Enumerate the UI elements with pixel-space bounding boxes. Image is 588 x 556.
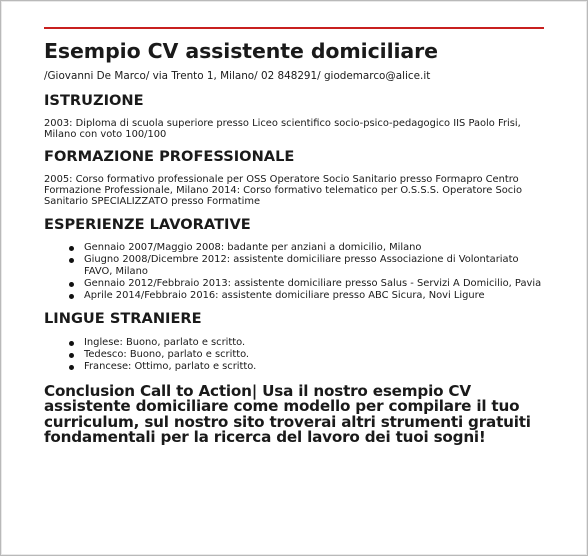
- experience-list: [44, 242, 544, 301]
- list-item: Francese: Ottimo, parlato e scritto.: [84, 361, 544, 373]
- call-to-action: [44, 381, 544, 447]
- list-item: Aprile 2014/Febbraio 2016: assistente domiciliare presso ABC Sicura, Novi Ligure: [84, 290, 544, 302]
- section-istruzione: [44, 92, 544, 141]
- accent-divider: [44, 27, 544, 29]
- cv-title: Esempio CV assistente domiciliare: [44, 39, 438, 63]
- section-text: 2005: Corso formativo professionale per OSS Operatore Socio Sanitario presso Formapro Centro Formazione Professionale, Milano 2014: Corso formativo telematico per O.S.S.S. Operatore Socio Sanitario SPECIALIZZATO presso Formatime: [44, 173, 522, 208]
- list-item: Gennaio 2012/Febbraio 2013: assistente domiciliare presso Salus - Servizi A Domicilio, Pavia: [84, 278, 544, 290]
- cta-text: Conclusion Call to Action| Usa il nostro esempio CV assistente domiciliare come modello per compilare il tuo curriculum, sul nostro sito troverai altri strumenti gratuiti fondamentali per la ricerca del lavoro dei tuoi sogni!: [44, 381, 531, 447]
- section-heading: FORMAZIONE PROFESSIONALE: [44, 147, 295, 165]
- section-esperienze: [44, 216, 544, 301]
- section-text: 2003: Diploma di scuola superiore presso Liceo scientifico socio-psico-pedagogico IIS Paolo Frisi, Milano con voto 100/100: [44, 118, 521, 141]
- section-lingue: [44, 310, 544, 372]
- section-heading: ISTRUZIONE: [44, 92, 144, 109]
- section-heading: ESPERIENZE LAVORATIVE: [44, 216, 251, 234]
- list-item: Inglese: Buono, parlato e scritto.: [84, 337, 544, 349]
- section-heading: LINGUE STRANIERE: [44, 310, 202, 328]
- language-list: [44, 337, 544, 372]
- list-item: Giugno 2008/Dicembre 2012: assistente domiciliare presso Associazione di Volontariato FAVO, Milano: [84, 254, 544, 278]
- list-item: Gennaio 2007/Maggio 2008: badante per anziani a domicilio, Milano: [84, 242, 544, 254]
- list-item: Tedesco: Buono, parlato e scritto.: [84, 349, 544, 361]
- cv-page: [44, 38, 544, 446]
- contact-line: /Giovanni De Marco/ via Trento 1, Milano/ 02 848291/ giodemarco@alice.it: [44, 70, 431, 82]
- section-formazione: [44, 148, 544, 208]
